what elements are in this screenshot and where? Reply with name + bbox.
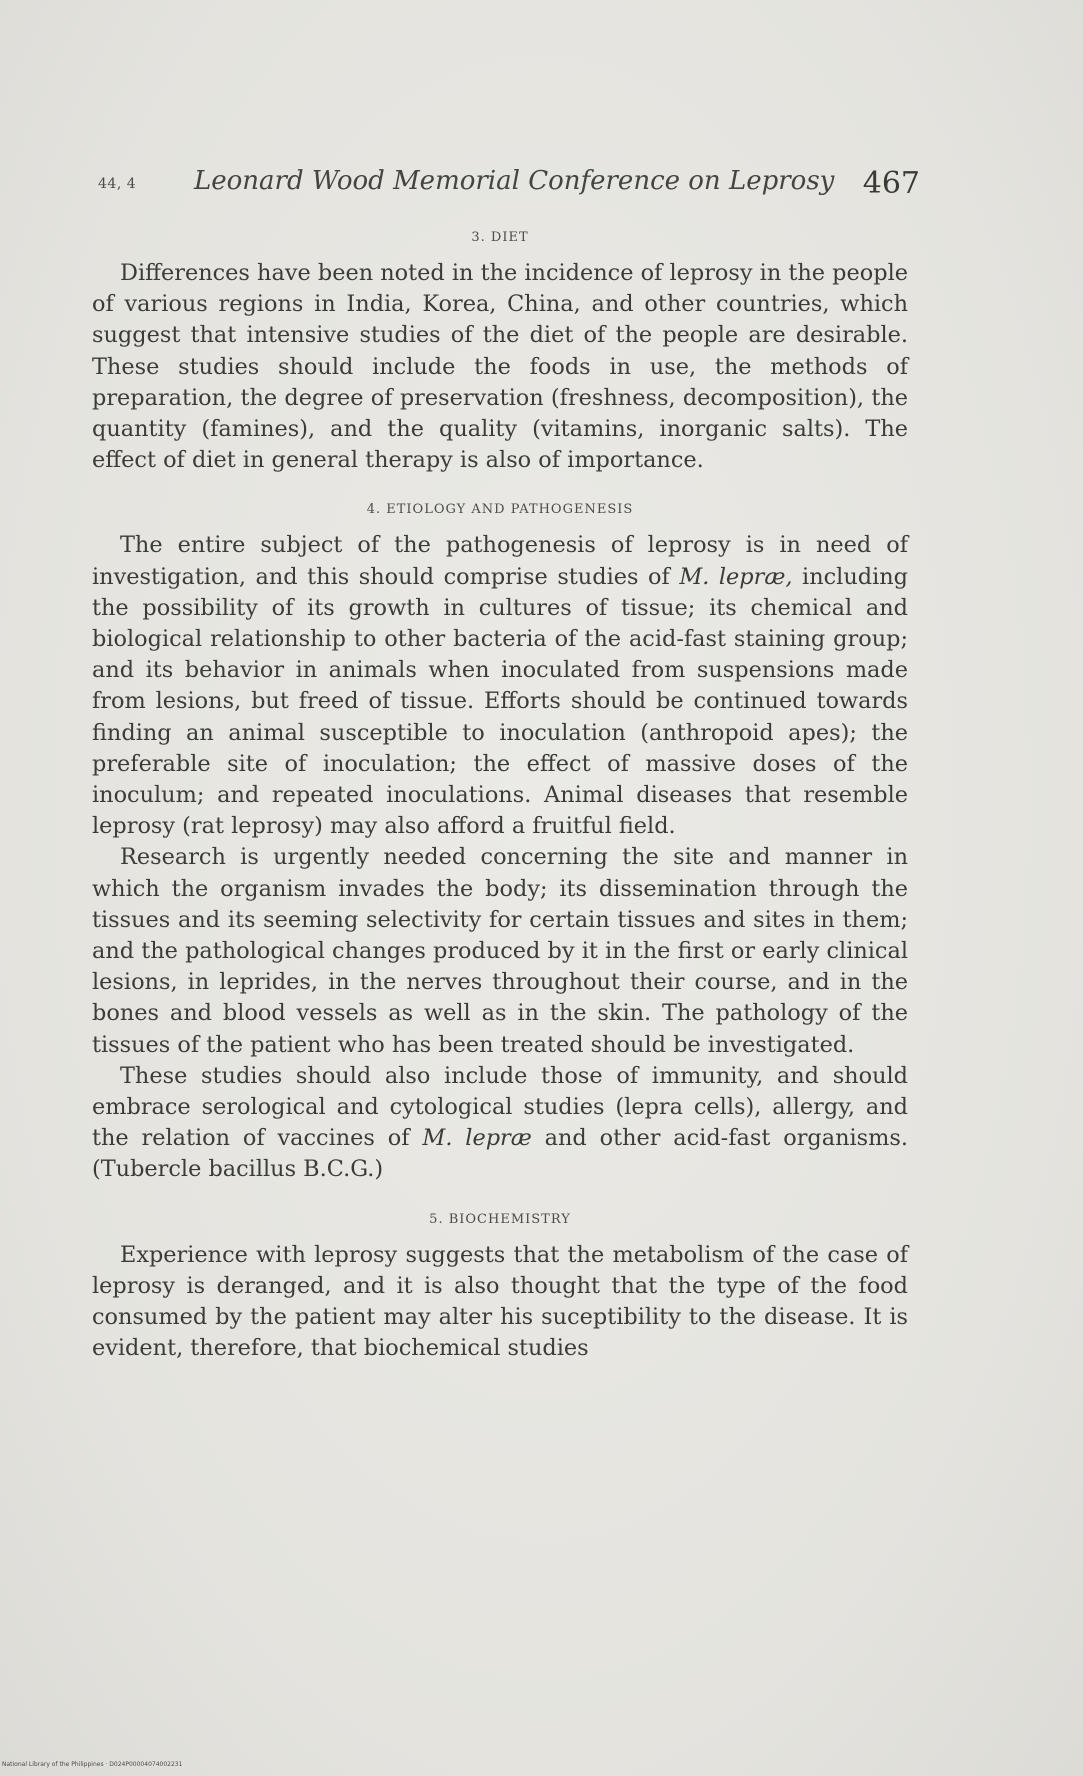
section-heading-etiology: 4. ETIOLOGY AND PATHOGENESIS <box>366 502 634 518</box>
paragraph-text: The entire subject of the pathogenesis of leprosy is in need of investigation, and this should comprise studies of <box>92 532 908 590</box>
scan-credit: National Library of the Philippines · D024P00004074002231 <box>2 1761 183 1768</box>
running-title: Leonard Wood Memorial Conference on Leprosy <box>194 166 835 196</box>
paragraph-biochemistry: Experience with leprosy suggests that the metabolism of the case of leprosy is deranged, and it is also thought that the type of the food consumed by the patient may alter his suceptibility to the disease. It is evident, therefore, that biochemical studies <box>92 1241 908 1362</box>
paragraph-etiology-2: Research is urgently needed concerning the site and manner in which the organism invades the body; its dissemination through the tissues and its seeming selectivity for certain tissues and sites in them; and the pathological changes produced by it in the first or early clinical lesions, in leprides, in the nerves throughout their course, and in the bones and blood vessels as well as in the skin. The pathology of the tissues of the patient who has been treated should be investigated. <box>92 844 908 1058</box>
section-heading-diet: 3. DIET <box>471 230 529 245</box>
paragraph-text: including the possibility of its growth in cultures of tissue; its chemical and biological relationship to other bacteria of the acid-fast staining group; and its behavior in animals when inoculated from suspensions made from lesions, but freed of tissue. Efforts should be continued towards finding an animal susceptible to inoculation (anthropoid apes); the preferable site of inoculation; the effect of massive doses of the inoculum; and repeated inoculations. Animal diseases that resemble leprosy (rat leprosy) may also afford a fruitful field. <box>92 563 908 840</box>
section-heading-biochemistry: 5. BIOCHEMISTRY <box>429 1211 571 1227</box>
organism-name: M. lepræ <box>422 1125 532 1152</box>
paragraph-text: and other acid-fast organisms. (Tubercle bacillus B.C.G.) <box>92 1125 908 1183</box>
volume-issue: 44, 4 <box>98 176 137 192</box>
organism-name: M. lepræ, <box>679 563 793 590</box>
page-body <box>92 226 908 1365</box>
paragraph-etiology-1 <box>92 530 908 842</box>
paragraph-text: These studies should also include those of immunity, and should embrace serological and cytological studies (lepra cells), allergy, and the relation of vaccines of <box>92 1062 908 1152</box>
running-header <box>98 166 920 206</box>
paragraph-etiology-3 <box>92 1061 908 1186</box>
paragraph-diet: Differences have been noted in the incidence of leprosy in the people of various regions in India, Korea, China, and other countries, which suggest that intensive studies of the diet of the people are desirable. These studies should include the foods in use, the methods of preparation, the degree of preservation (freshness, decomposition), the quantity (famines), and the quality (vitamins, inorganic salts). The effect of diet in general therapy is also of importance. <box>92 260 908 474</box>
page-number: 467 <box>862 166 920 201</box>
